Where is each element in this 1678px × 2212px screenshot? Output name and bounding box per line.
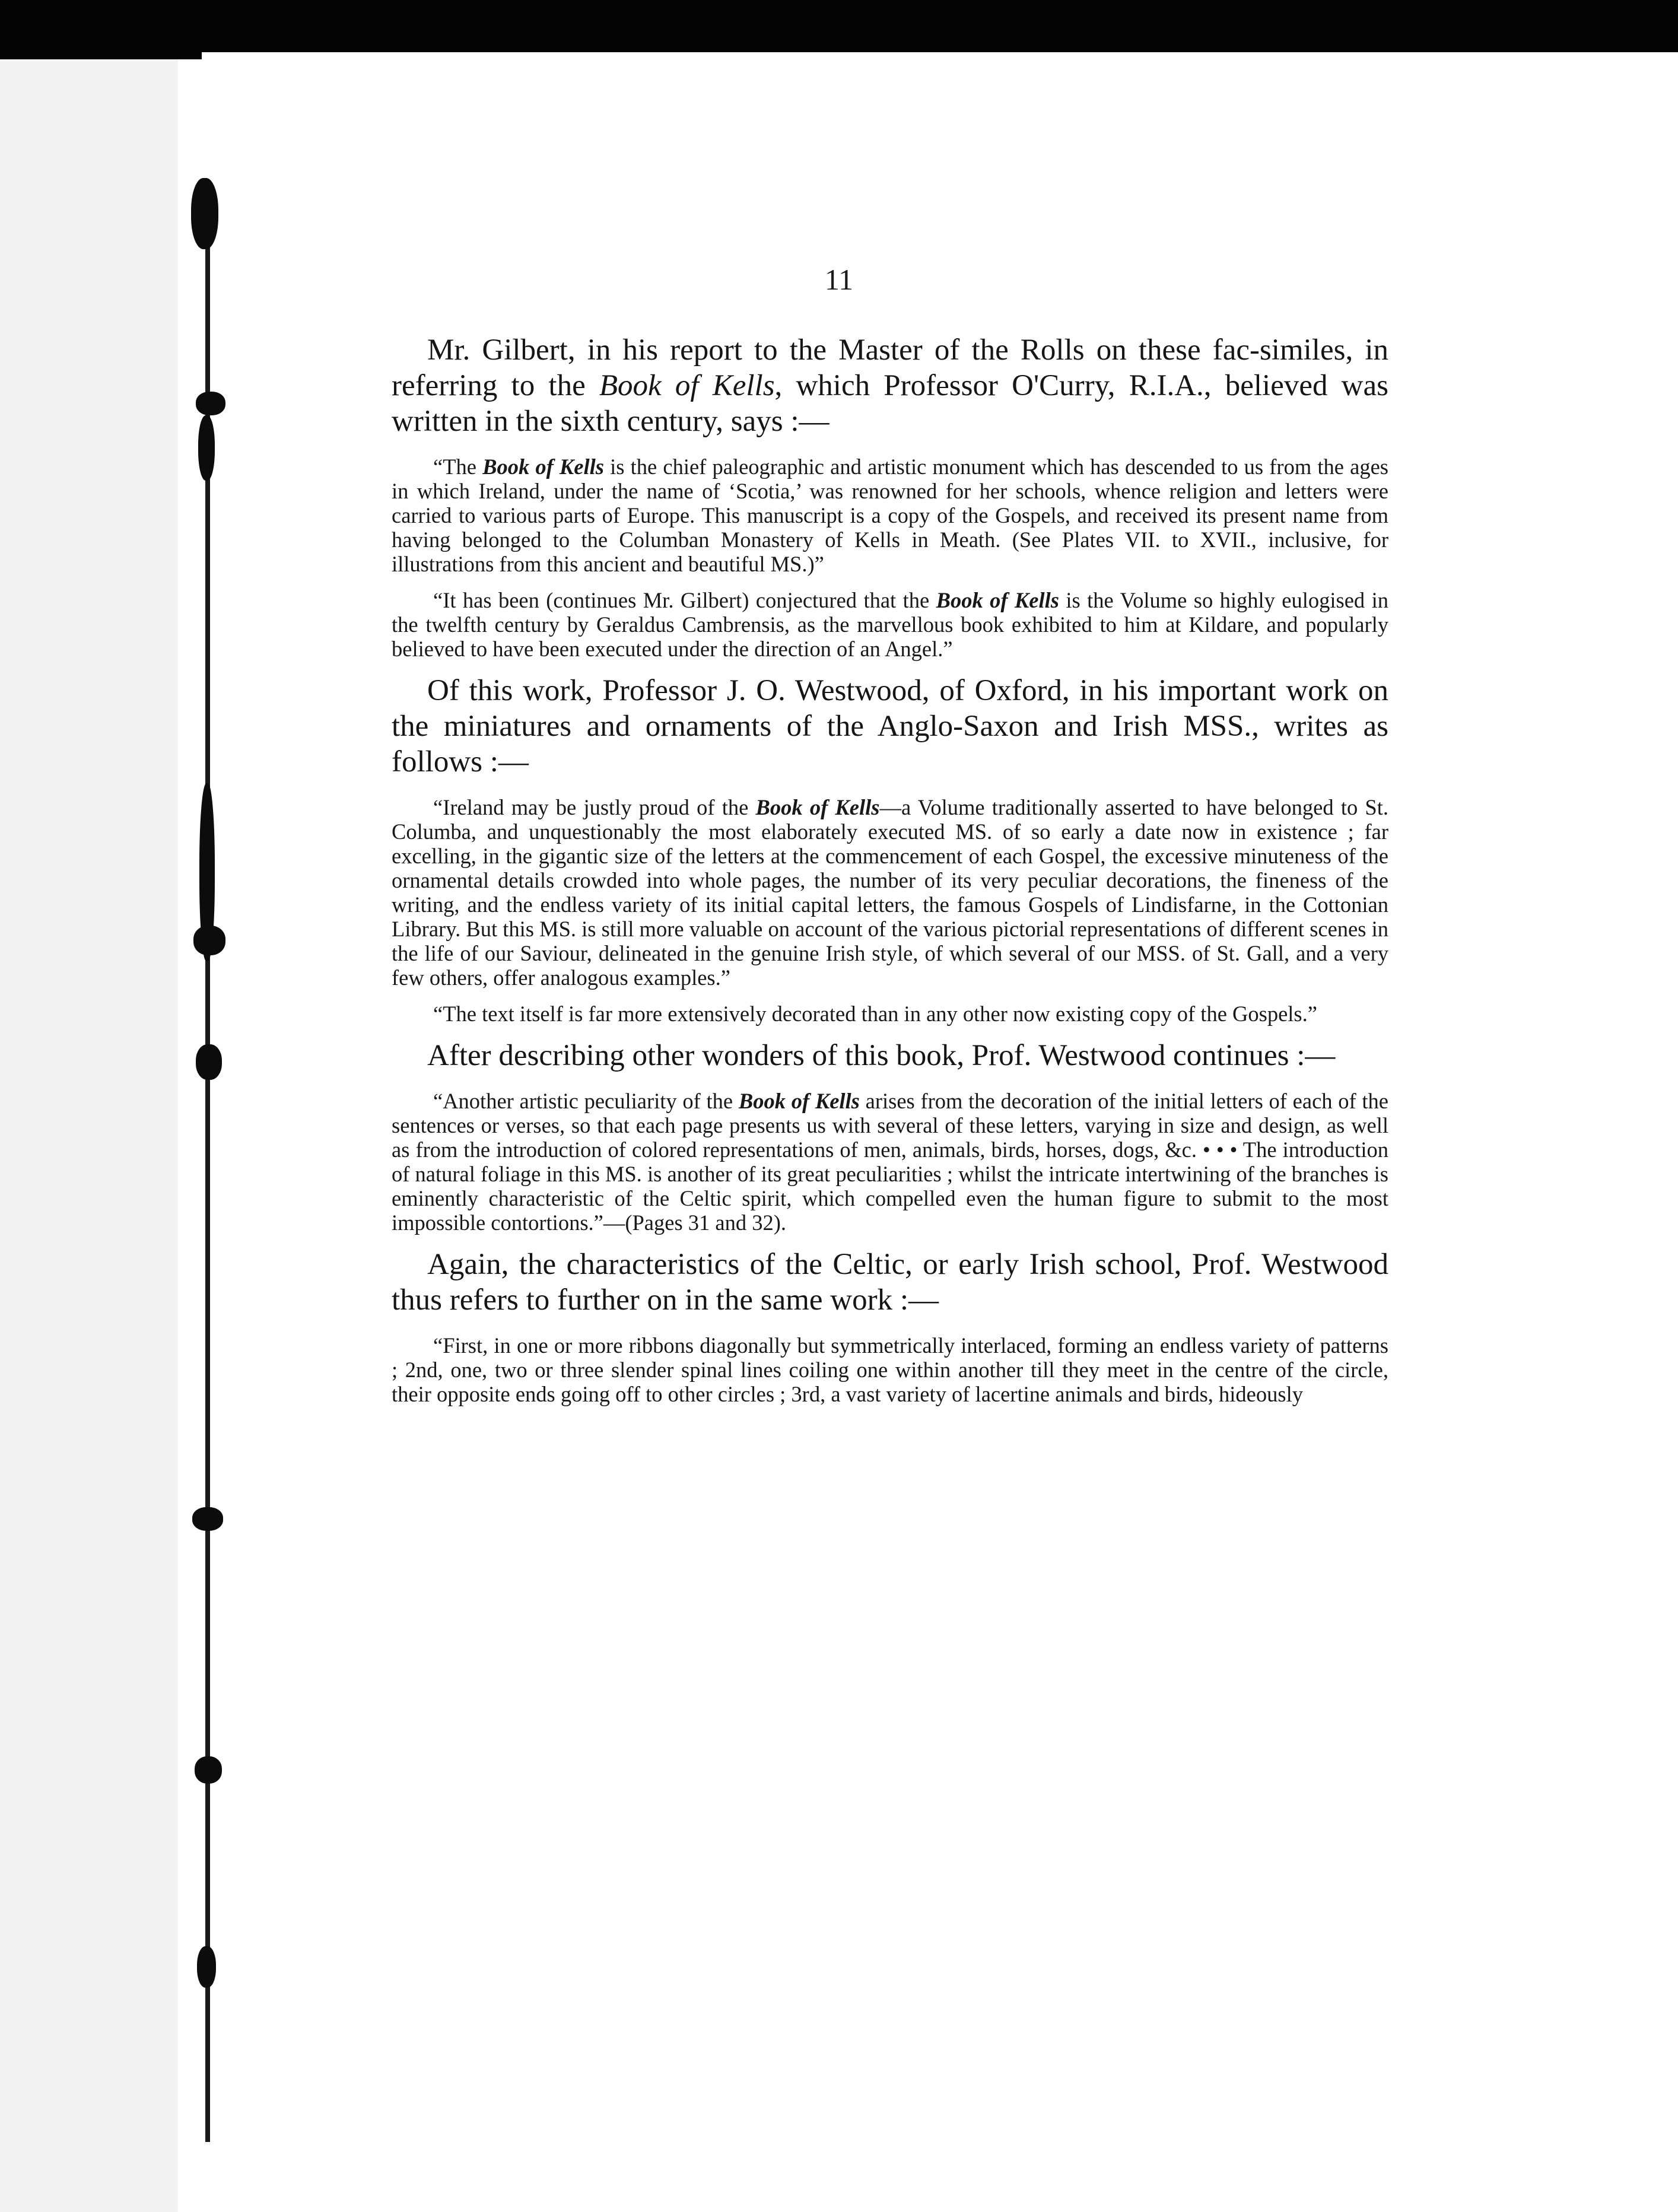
quote-paragraph xyxy=(392,795,1388,990)
book-title: Book of Kells xyxy=(755,795,880,819)
intro-paragraph xyxy=(392,332,1388,439)
text-run: “Another artistic peculiarity of the xyxy=(433,1089,739,1113)
text-body xyxy=(392,332,1388,1418)
ink-blot xyxy=(196,392,225,415)
quote-paragraph xyxy=(392,1002,1388,1026)
binding-gutter xyxy=(178,59,202,2212)
page-number: 11 xyxy=(824,263,854,296)
text-run: is the chief paleographic and artistic monument which has descended to us from the ages in which Ireland, under the name of ‘Scotia,’ was renowned for her schools, whence religion and letters were carried to various parts of Europe. This manuscript is a copy of the Gospels, and received its present name from having belonged to the Columban Monastery of Kells in Meath. (See Plates VII. to XVII., inclusive, for illustrations from this ancient and beautiful MS.)” xyxy=(392,455,1388,576)
text-run: Of this work, Professor J. O. Westwood, of Oxford, in his important work on the miniatures and ornaments of the Anglo-Saxon and Irish MSS., writes as follows :— xyxy=(392,674,1388,778)
quote-paragraph xyxy=(392,455,1388,576)
text-run: After describing other wonders of this book, Prof. Westwood continues :— xyxy=(427,1039,1336,1072)
text-run: Mr. Gilbert, in his report to the Master of the Rolls on these fac-similes, in referring to the xyxy=(392,333,1388,402)
text-run: “It has been (continues Mr. Gilbert) conjectured that the xyxy=(433,588,936,612)
text-run: “Ireland may be justly proud of the xyxy=(433,795,756,819)
intro-paragraph xyxy=(392,1038,1388,1073)
text-run: “The text itself is far more extensively decorated than in any other now existing copy of the Gospels.” xyxy=(433,1002,1317,1026)
ink-blot xyxy=(197,1946,216,1988)
ink-blot xyxy=(198,415,215,481)
quote-paragraph xyxy=(392,588,1388,661)
ink-blot xyxy=(191,178,218,249)
ink-blot xyxy=(192,1507,223,1531)
book-title: Book of Kells xyxy=(482,455,604,479)
quote-paragraph xyxy=(392,1089,1388,1235)
book-title: Book of Kells xyxy=(599,369,775,402)
ink-blot xyxy=(196,1044,222,1080)
text-run: Again, the characteristics of the Celtic, or early Irish school, Prof. Westwood thus refers to further on in the same work :— xyxy=(392,1248,1388,1317)
book-title: Book of Kells xyxy=(738,1089,860,1113)
quote-paragraph xyxy=(392,1333,1388,1406)
text-run: arises from the decoration of the initial letters of each of the sentences or verses, so that each page presents us with several of these letters, varying in size and design, as well as from the introduction of colored representations of men, animals, birds, horses, dogs, &c. • • • The introduction of natural foliage in this MS. is another of its great peculiarities ; whilst the intricate intertwining of the branches is eminently characteristic of the Celtic spirit, which compelled even the human figure to submit to the most impossible contortions.”—(Pages 31 and 32). xyxy=(392,1089,1388,1235)
ink-blot xyxy=(195,1756,222,1784)
facing-page-edge xyxy=(0,59,178,2212)
text-run: “First, in one or more ribbons diagonally but symmetrically interlaced, forming an endless variety of patterns ; 2nd, one, two or three slender spinal lines coiling one within another till they meet in the centre of the circle, their opposite ends going off to other circles ; 3rd, a vast variety of lacertine animals and birds, hideously xyxy=(392,1333,1388,1406)
text-run: —a Volume traditionally asserted to have belonged to St. Columba, and unquestionably the most elaborately executed MS. of so early a date now in existence ; far excelling, in the gigantic size of the letters at the commencement of each Gospel, the excessive minuteness of the ornamental details crowded into whole pages, the number of its very peculiar decorations, the fineness of the writing, and the endless variety of its initial capital letters, the famous Gospels of Lindisfarne, in the Cottonian Library. But this MS. is still more valuable on account of the various pictorial representations of different scenes in the life of our Saviour, delineated in the genuine Irish style, of which several of our MSS. of St. Gall, and a very few others, offer analogous examples.” xyxy=(392,795,1388,990)
ink-blot xyxy=(193,926,225,955)
book-title: Book of Kells xyxy=(936,588,1059,612)
text-run: , which Professor O'Curry, R.I.A., believed was written in the sixth century, says :— xyxy=(392,369,1388,438)
text-run: “The xyxy=(433,455,483,479)
text-run: is the Volume so highly eulogised in the twelfth century by Geraldus Cambrensis, as the marvellous book exhibited to him at Kildare, and popularly believed to have been executed under the direction of an Angel.” xyxy=(392,588,1388,661)
intro-paragraph xyxy=(392,673,1388,780)
intro-paragraph xyxy=(392,1247,1388,1318)
